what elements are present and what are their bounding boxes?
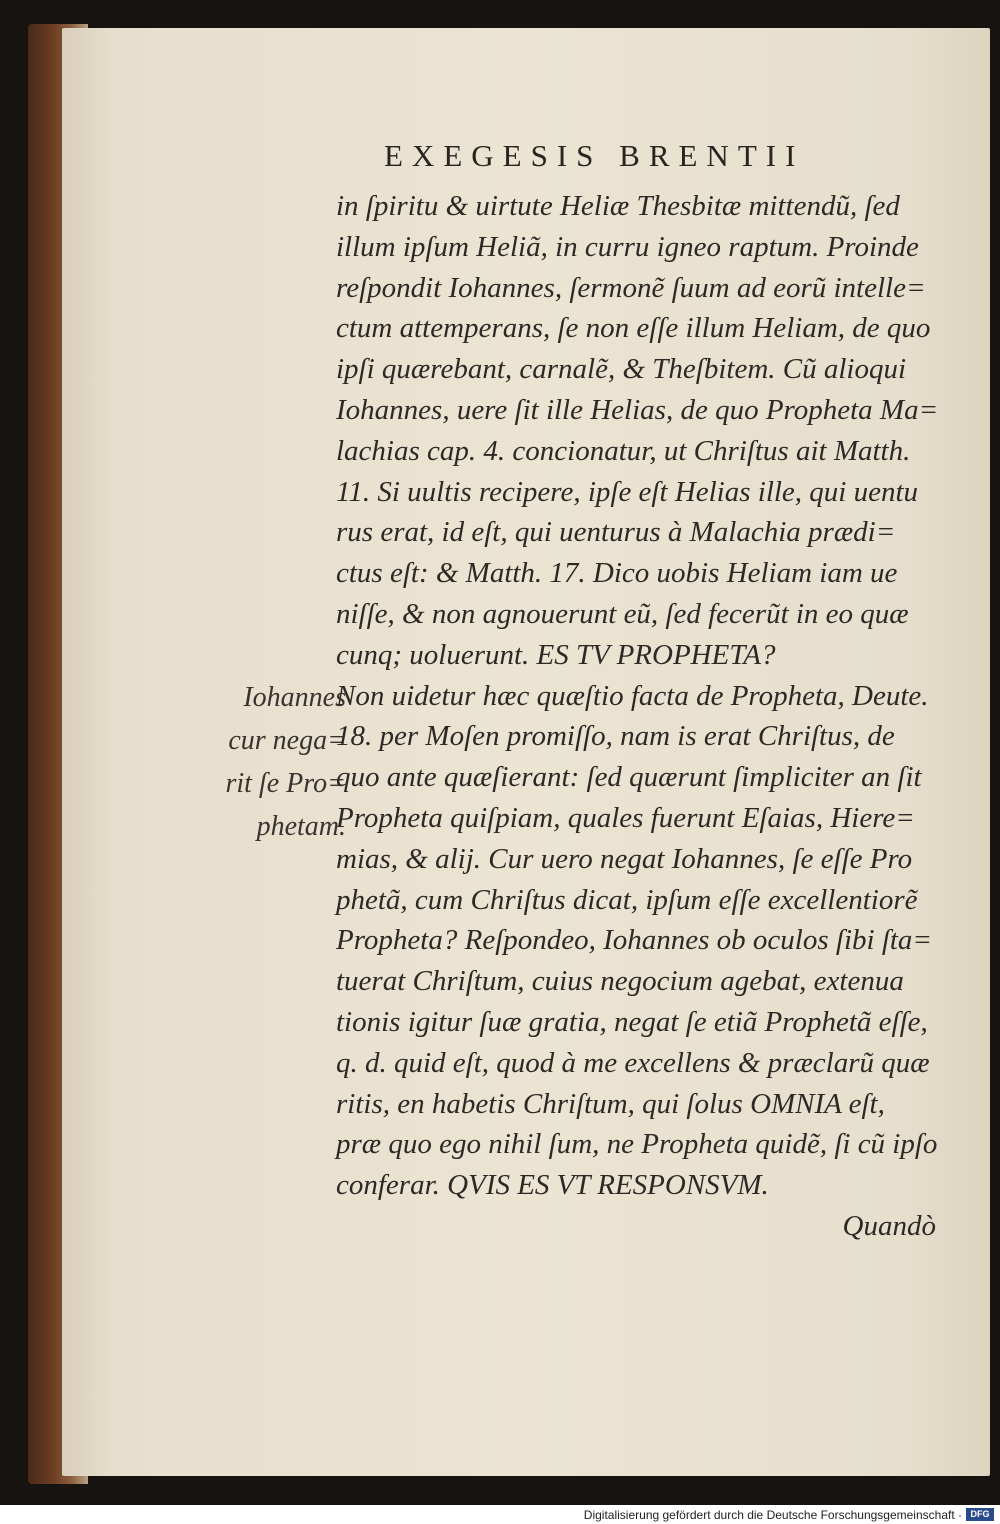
body-text — [336, 186, 976, 1247]
text-line: q. d. quid eſt, quod à me excellens & præclarũ quæ — [336, 1046, 930, 1079]
text-line: præ quo ego nihil ſum, ne Propheta quidẽ, ſi cũ ipſo — [336, 1128, 938, 1161]
text-line: Iohannes, uere ſit ille Helias, de quo Propheta Ma= — [336, 393, 939, 426]
footer-bar — [0, 1505, 1000, 1524]
text-line: 18. per Moſen promiſſo, nam is erat Chriſtus, de — [336, 720, 895, 753]
text-line: tuerat Chriſtum, cuius negocium agebat, extenua — [336, 965, 904, 998]
text-line: ctum attemperans, ſe non eſſe illum Heliam, de quo — [336, 312, 931, 345]
text-line: cunq; uoluerunt. ES TV PROPHETA? — [336, 638, 776, 671]
text-line: Propheta? Reſpondeo, Iohannes ob oculos ſibi ſta= — [336, 924, 933, 957]
dfg-logo-icon: DFG — [966, 1508, 994, 1521]
text-line: ctus eſt: & Matth. 17. Dico uobis Heliam iam ue — [336, 557, 898, 590]
text-line: Non uidetur hæc quæſtio facta de Propheta, Deute. — [336, 679, 929, 712]
catchword: Quandò — [842, 1209, 936, 1242]
text-line: reſpondit Iohannes, ſermonẽ ſuum ad eorũ intelle= — [336, 271, 926, 304]
margin-note-line: Iohannes — [243, 682, 346, 713]
margin-note-line: cur nega= — [228, 725, 346, 756]
text-line: quo ante quæſierant: ſed quærunt ſimpliciter an ſit — [336, 761, 922, 794]
text-line: illum ipſum Heliã, in curru igneo raptum. Proinde — [336, 230, 919, 263]
footer-credit: Digitalisierung gefördert durch die Deutsche Forschungsgemeinschaft · — [583, 1508, 962, 1522]
text-line: Propheta quiſpiam, quales fuerunt Eſaias, Hiere= — [336, 801, 915, 834]
running-header: EXEGESIS BRENTII — [384, 138, 805, 173]
margin-note-line: rit ſe Pro= — [225, 768, 346, 799]
text-line: lachias cap. 4. concionatur, ut Chriſtus ait Matth. — [336, 434, 911, 467]
text-line: mias, & alij. Cur uero negat Iohannes, ſe eſſe Pro — [336, 842, 913, 875]
text-line: ipſi quærebant, carnalẽ, & Theſbitem. Cũ alioqui — [336, 353, 907, 386]
margin-note — [206, 676, 346, 848]
text-line: niſſe, & non agnouerunt eũ, ſed fecerũt in eo quæ — [336, 597, 909, 630]
text-line: ritis, en habetis Chriſtum, qui ſolus OMNIA eſt, — [336, 1087, 885, 1120]
text-line: conferar. QVIS ES VT RESPONSVM. — [336, 1169, 769, 1202]
text-line: in ſpiritu & uirtute Heliæ Thesbitæ mittendũ, ſed — [336, 190, 900, 222]
text-line: tionis igitur ſuæ gratia, negat ſe etiã Prophetã eſſe, — [336, 1005, 928, 1038]
text-line: 11. Si uultis recipere, ipſe eſt Helias ille, qui uentu — [336, 475, 919, 508]
text-line: phetã, cum Chriſtus dicat, ipſum eſſe excellentiorẽ — [336, 883, 918, 916]
margin-note-line: phetam. — [256, 811, 346, 842]
text-line: rus erat, id eſt, qui uenturus à Malachia prædi= — [336, 516, 896, 549]
